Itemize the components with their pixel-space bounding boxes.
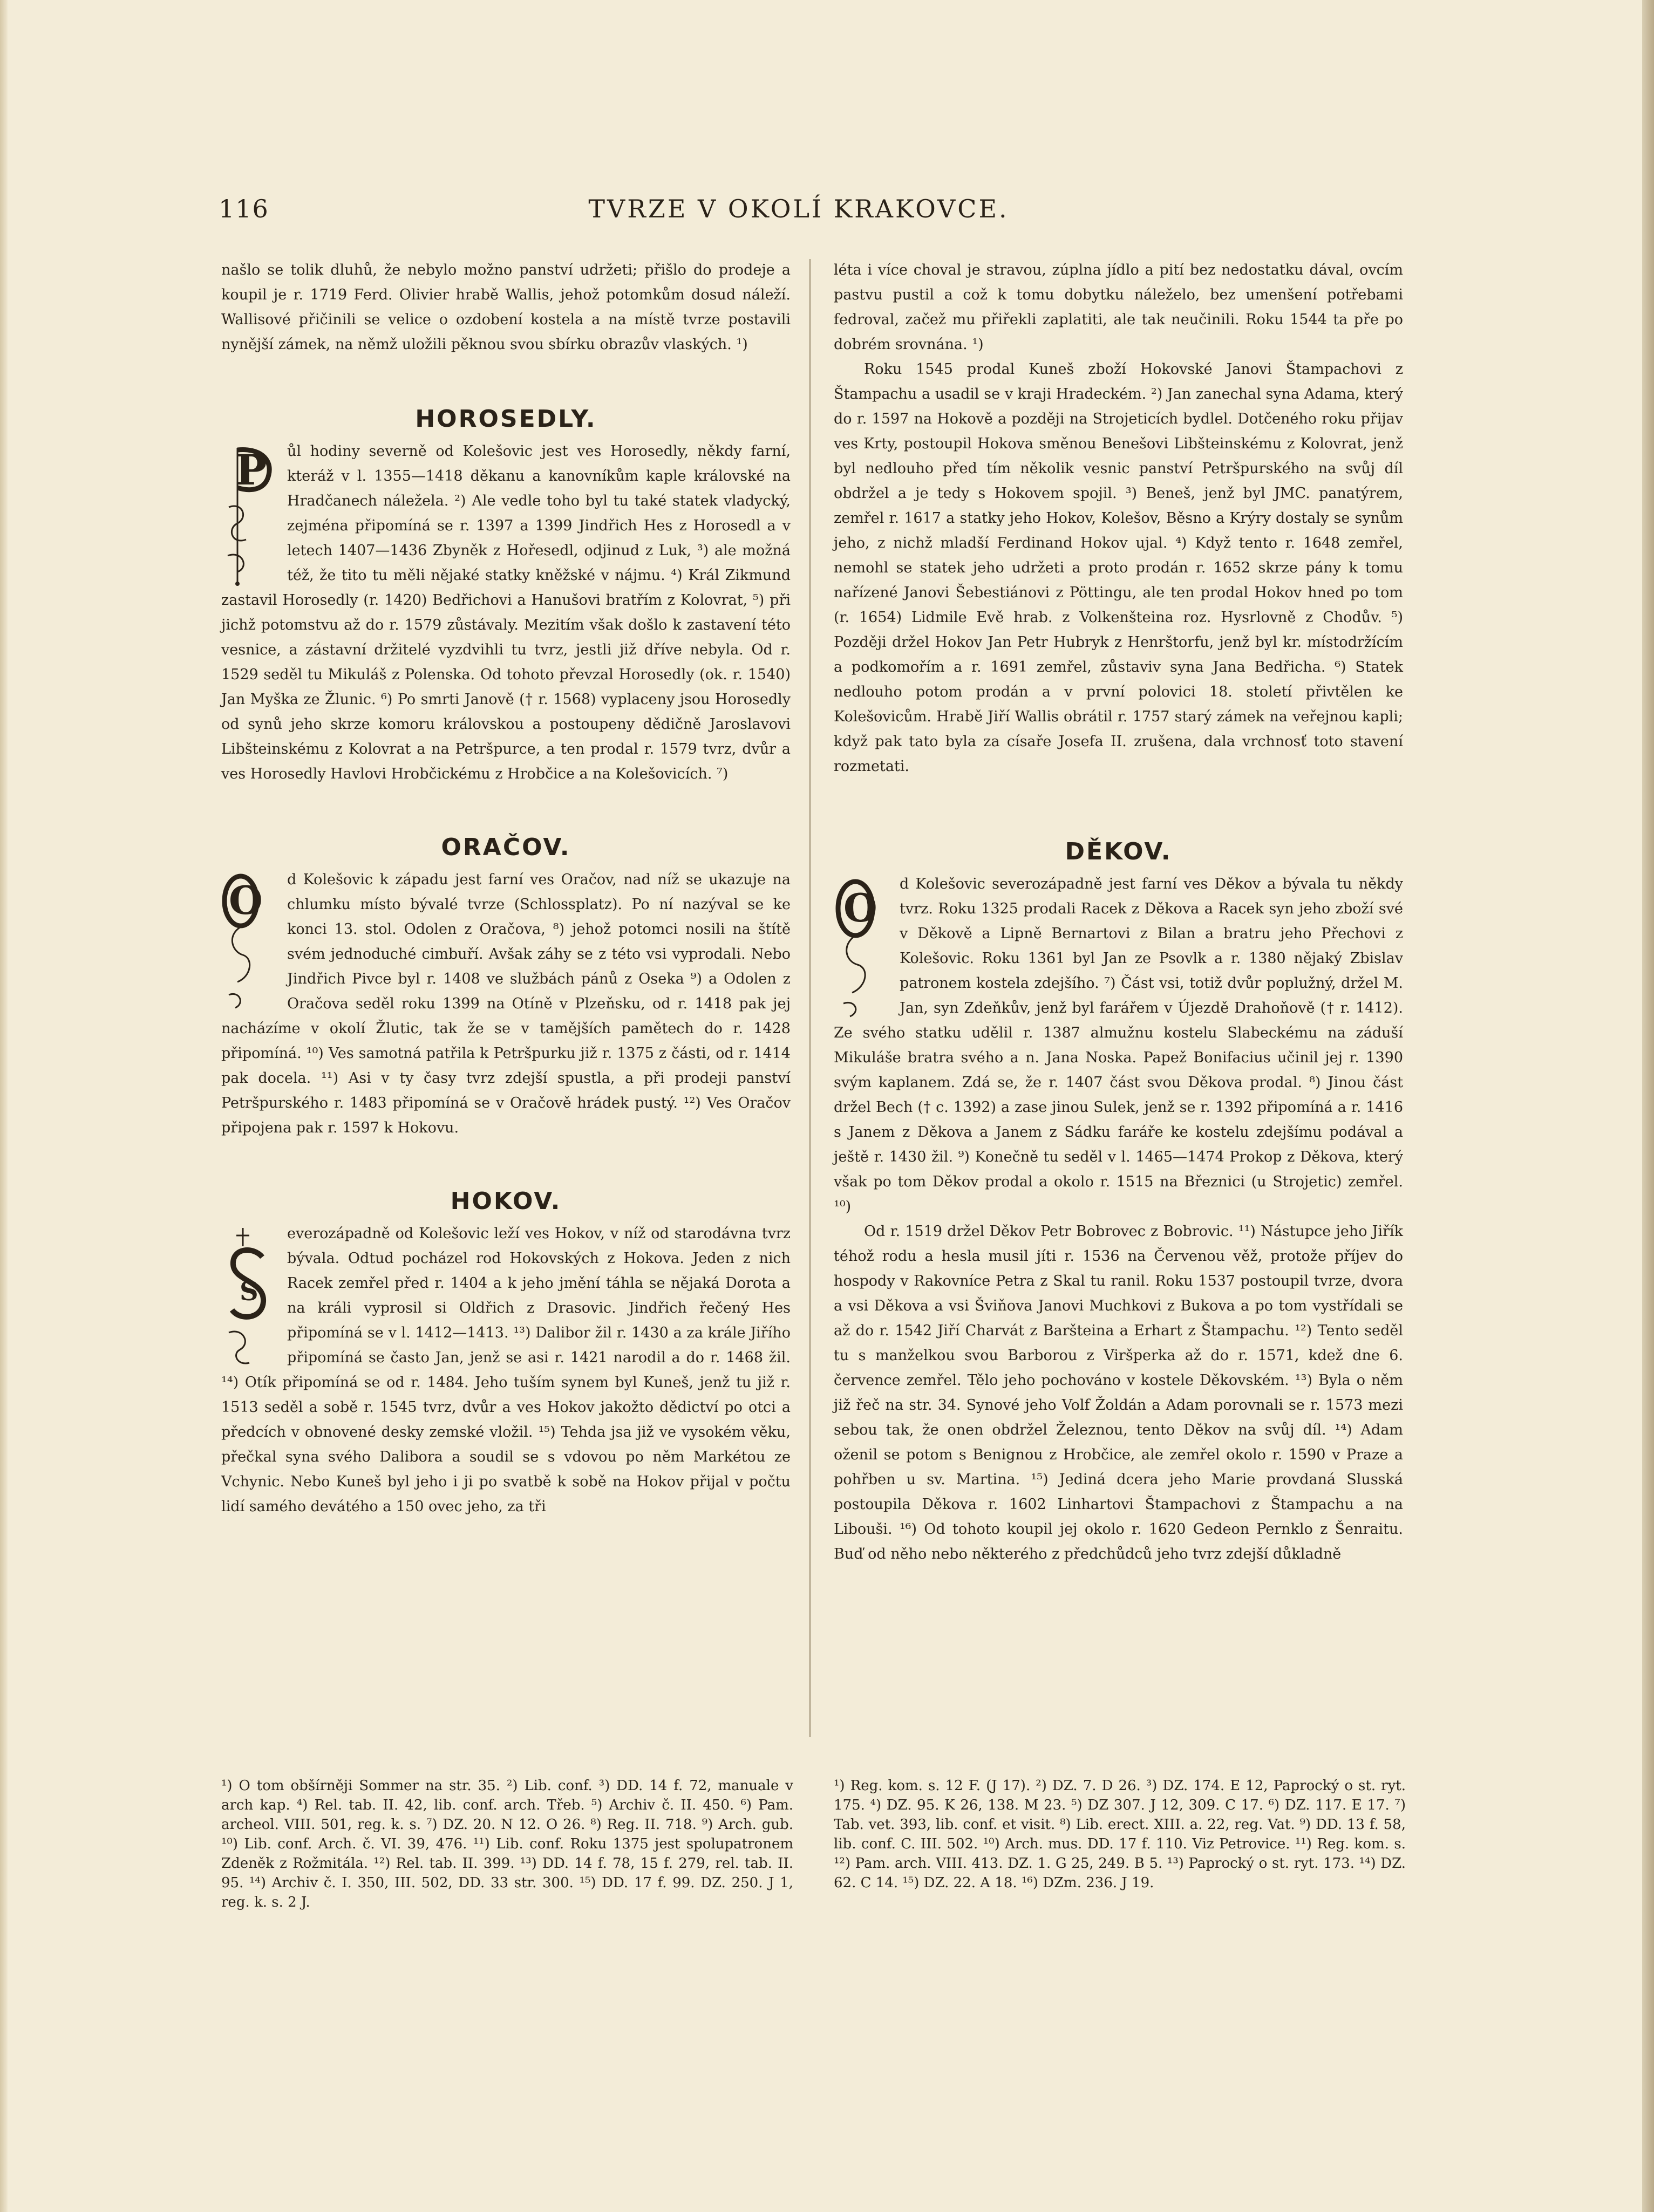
column-divider bbox=[809, 259, 811, 1737]
running-title: TVRZE V OKOLÍ KRAKOVCE. bbox=[588, 194, 1009, 223]
dropcap-o2-letter: O bbox=[843, 885, 877, 931]
section-title-oracov: ORAČOV. bbox=[441, 834, 571, 861]
footnotes-left-text: ¹) O tom obšírněji Sommer na str. 35. ²) Lib. conf. ³) DD. 14 f. 72, manuale v arch kap. ⁴) Rel. tab. II. 42, lib. conf. arch. Třeb. ⁵) Archiv č. II. 450. ⁶) Pam. archeol. VIII. 501, reg. k. s. ⁷) DZ. 20. N 12. O 26. ⁸) Reg. II. 718. ⁹) Arch. gub. ¹⁰) Lib. conf. Arch. č. VI. 39, 476. ¹¹) Lib. conf. Roku 1375 jest spolupatronem Zdeněk z Rožmitála. ¹²) Rel. tab. II. 399. ¹³) DD. 14 f. 78, 15 f. 279, rel. tab. II. 95. ¹⁴) Archiv č. I. 350, III. 502, DD. 33 str. 300. ¹⁵) DD. 17 f. 99. DZ. 250. J 1, reg. k. s. 2 J. bbox=[221, 1778, 793, 1910]
dropcap-s-letter: S bbox=[240, 1276, 258, 1307]
page-edge-right bbox=[1642, 0, 1654, 2212]
horosedly-paragraph: ůl hodiny severně od Kolešovic jest ves Horosedly, někdy farní, kteráž v l. 1355—1418 děkanu a kanovníkům kaple královské na Hradčanech náležela. ²) Ale vedle toho byl tu také statek vladycký, zejména připomíná se r. 1397 a 1399 Jindřich Hes z Horosedl a v letech 1407—1436 Zbyněk z Hořesedl, odjinud z Luk, ³) ale možná též, že tito tu měli nějaké statky kněžské v nájmu. ⁴) Král Zikmund zastavil Horosedly (r. 1420) Bedřichovi a Hanušovi bratřím z Kolovrat, ⁵) při jichž potomstvu až do r. 1579 zůstávaly. Mezitím však došlo k zastavení této vesnice, a zástavní držitelé vyzdvihli tu tvrz, jestli již dříve nebyla. Od r. 1529 seděl tu Mikuláš z Polenska. Od tohoto převzal Horosedly (ok. r. 1540) Jan Myška ze Žlunic. ⁶) Po smrti Janově († r. 1568) vyplaceny jsou Horosedly od synů jeho skrze komoru královskou a postoupeny dědičně Jaroslavovi Libšteinskému z Kolovrat a na Petršpurce, a ten prodal r. 1579 tvrz, dvůr a ves Horosedly Havlovi Hrobčickému z Hrobčice a na Kolešovicích. ⁷) bbox=[221, 443, 791, 782]
dropcap-o2-ornament bbox=[834, 875, 892, 1021]
hokov-continued-1: léta i více choval je stravou, zúplna jídlo a pití bez nedostatku dával, ovcím pastvu pustil a což k tomu dobytku náleželo, bez umenšení potřebami fedroval, začež mu přiřekli zaplatiti, ale tak neučinili. Roku 1544 ta pře po dobrém srovnána. ¹) bbox=[834, 262, 1403, 353]
section-title-dekov: DĚKOV. bbox=[1065, 838, 1172, 865]
section-title-horosedly: HOROSEDLY. bbox=[415, 405, 597, 433]
footnotes-left bbox=[221, 1776, 793, 1912]
dropcap-s-icon bbox=[221, 1225, 280, 1370]
footnotes-right bbox=[834, 1776, 1406, 1893]
dropcap-o-icon bbox=[221, 871, 280, 1016]
left-column bbox=[221, 258, 791, 1519]
page-edge-left bbox=[0, 0, 8, 2212]
section-title-hokov: HOKOV. bbox=[450, 1187, 562, 1215]
dropcap-p-letter: P bbox=[235, 446, 267, 495]
running-head bbox=[219, 194, 1379, 232]
dekov-paragraph-2: Od r. 1519 držel Děkov Petr Bobrovec z Bobrovic. ¹¹) Nástupce jeho Jiřík téhož rodu a hesla musil jíti r. 1536 na Červenou věž, protože příjev do hospody v Rakovníce Petra z Skal tu ranil. Roku 1537 postoupil tvrze, dvora a vsi Děkova a vsi Šviňova Janovi Muchkovi z Bukova a po tom vystřídali se až do r. 1542 Jiří Charvát z Baršteina a Erhart z Štampachu. ¹²) Tento seděl tu s manželkou svou Barborou z Viršperka až do r. 1571, kdež dne 6. července zemřel. Tělo jeho pochováno v kostele Děkovském. ¹³) Byla o něm již řeč na str. 34. Synové jeho Volf Žoldán a Adam porovnali se r. 1573 mezi sebou tak, že onen obdržel Železnou, tento Děkov na svůj díl. ¹⁴) Adam oženil se potom s Benignou z Hrobčice, ale zemřel okolo r. 1590 v Praze a pohřben u sv. Martina. ¹⁵) Jediná dcera jeho Marie provdaná Slusská postoupila Děkova r. 1602 Linhartovi Štampachovi z Štampachu a na Libouši. ¹⁶) Od tohoto koupil jej okolo r. 1620 Gedeon Pernklo z Šenraitu. Buď od něho nebo některého z předchůdců jeho tvrz zdejší důkladně bbox=[834, 1223, 1403, 1562]
dropcap-o2-icon bbox=[834, 875, 892, 1021]
dekov-paragraph-1: d Kolešovic severozápadně jest farní ves Děkov a bývala tu někdy tvrz. Roku 1325 prodali Racek z Děkova a Racek syn jeho zboží své v Děkově a Lipně Bernartovi z Bilan a bratru jeho Přechovi z Kolešovic. Roku 1361 byl Jan ze Psovlk a r. 1380 nějaký Zbislav patronem kostela zdejšího. ⁷) Část vsi, totiž dvůr poplužný, držel M. Jan, syn Zdeňkův, jenž byl farářem v Újezdě Drahoňově († r. 1412). Ze svého statku udělil r. 1387 almužnu kostelu Slabeckému na záduší Mikuláše bratra svého a n. Jana Noska. Papež Bonifacius učinil jej r. 1390 svým kaplanem. Zdá se, že r. 1407 část svou Děkova prodal. ⁸) Jinou část držel Bech († c. 1392) a zase jinou Sulek, jenž se r. 1392 připomíná a r. 1416 s Janem z Děkova a Janem z Sádku faráře ke kostelu zdejšímu podával a ještě r. 1430 žil. ⁹) Konečně tu seděl v l. 1465—1474 Prokop z Děkova, který však po tom Děkov prodal a okolo r. 1515 na Březnici (u Strojetic) zemřel. ¹⁰) bbox=[834, 876, 1403, 1215]
intro-paragraph: našlo se tolik dluhů, že nebylo možno panství udržeti; přišlo do prodeje a koupil je r. 1719 Ferd. Olivier hrabě Wallis, jehož potomkům dosud náleží. Wallisové přičinili se velice o ozdobení kostela a na místě tvrze postavili nynější zámek, na němž uložili pěknou svou sbírku obrazův vlaských. ¹) bbox=[221, 262, 791, 353]
dropcap-o-ornament bbox=[221, 871, 280, 1016]
dropcap-s-ornament bbox=[221, 1225, 280, 1370]
dropcap-o-letter: O bbox=[229, 877, 263, 923]
hokov-continued-2: Roku 1545 prodal Kuneš zboží Hokovské Janovi Štampachovi z Štampachu a usadil se v kraji Hradeckém. ²) Jan zanechal syna Adama, který do r. 1597 na Hokově a později na Strojeticích bydlel. Dotčeného roku přijav ves Krty, postoupil Hokova směnou Benešovi Libšteinskému z Kolovrat, jenž byl nedlouho před tím několik vesnic panství Petršpurského na svůj díl obdržel a je tedy s Hokovem spojil. ³) Beneš, jenž byl JMC. panatýrem, zemřel r. 1617 a statky jeho Hokov, Kolešov, Běsno a Krýry dostaly se synům jeho, z nichž mladší Ferdinand Hokov ujal. ⁴) Když tento r. 1648 zemřel, nemohl se statek jeho udržeti a proto prodán r. 1652 skrze pány k tomu nařízené Janovi Šebestiánovi z Pöttingu, ale ten prodal Hokov hned po tom (r. 1654) Lidmile Evě hrab. z Volkenšteina roz. Hysrlovně z Chodův. ⁵) Později držel Hokov Jan Petr Hubryk z Henrštorfu, jenž byl kr. místodržícím a podkomořím a r. 1691 zemřel, zůstaviv syna Jana Bedřicha. ⁶) Statek nedlouho potom prodán a v první polovici 18. století přivtělen ke Kolešovicům. Hrabě Jiří Wallis obrátil r. 1757 starý zámek na veřejnou kapli; když pak tato byla za císaře Josefa II. zrušena, dala vrchnosť toto stavení rozmetati. bbox=[834, 361, 1403, 775]
page-number: 116 bbox=[219, 194, 269, 223]
hokov-paragraph: everozápadně od Kolešovic leží ves Hokov, v níž od starodávna tvrz bývala. Odtud pocházel rod Hokovských z Hokova. Jeden z nich Racek zemřel před r. 1404 a k jeho jmění táhla se nějaká Dorota a na králi vyprosil si Oldřich z Drasovic. Jindřich řečený Hes připomíná se v l. 1412—1413. ¹³) Dalibor žil r. 1430 a za krále Jiřího připomíná se často Jan, jenž se asi r. 1421 narodil a do r. 1468 žil. ¹⁴) Otík připomíná se od r. 1484. Jeho tuším synem byl Kuneš, jenž tu již r. 1513 seděl a sobě r. 1545 tvrz, dvůr a ves Hokov jakožto dědictví po otci a předcích v obnovené desky zemské vložil. ¹⁵) Tehda jsa již ve vysokém věku, přečkal syna svého Dalibora a soudil se s vdovou po něm Markétou ze Vchynic. Nebo Kuneš byl jeho i ji po svatbě k sobě na Hokov přijal v počtu lidí samého devátého a 150 ovec jeho, za tři bbox=[221, 1225, 791, 1515]
footnotes-right-text: ¹) Reg. kom. s. 12 F. (J 17). ²) DZ. 7. D 26. ³) DZ. 174. E 12, Paprocký o st. ryt. 175. ⁴) DZ. 95. K 26, 138. M 23. ⁵) DZ 307. J 12, 309. C 17. ⁶) DZ. 117. E 17. ⁷) Tab. vet. 393, lib. conf. et visit. ⁸) Lib. erect. XIII. a. 22, reg. Vat. ⁹) DD. 13 f. 58, lib. conf. C. III. 502. ¹⁰) Arch. mus. DD. 17 f. 110. Viz Petrovice. ¹¹) Reg. kom. s. ¹²) Pam. arch. VIII. 413. DZ. 1. G 25, 249. B 5. ¹³) Paprocký o st. ryt. 173. ¹⁴) DZ. 62. C 14. ¹⁵) DZ. 22. A 18. ¹⁶) DZm. 236. J 19. bbox=[834, 1778, 1406, 1891]
dropcap-p-icon bbox=[221, 442, 280, 588]
oracov-paragraph: d Kolešovic k západu jest farní ves Oračov, nad níž se ukazuje na chlumku místo bývalé tvrze (Schlossplatz). Po ní nazýval se ke konci 13. stol. Odolen z Oračova, ⁸) jehož potomci nosili na štítě svém jednoduché cimbuří. Avšak záhy se z této vsi vyprodali. Nebo Jindřich Pivce byl r. 1408 ve službách pánů z Oseka ⁹) a Odolen z Oračova seděl roku 1399 na Otíně v Plzeňsku, od r. 1418 pak jej nacházíme v okolí Žlutic, tak že se v tamějších pamětech do r. 1428 připomíná. ¹⁰) Ves samotná patřila k Petršpurku již r. 1375 z části, od r. 1414 pak docela. ¹¹) Asi v ty časy tvrz zdejší spustla, a při prodeji panství Petršpurského r. 1483 připomíná se v Oračově hrádek pustý. ¹²) Ves Oračov připojena pak r. 1597 k Hokovu. bbox=[221, 871, 791, 1136]
right-column bbox=[834, 258, 1403, 1567]
dropcap-p-ornament bbox=[221, 442, 280, 588]
